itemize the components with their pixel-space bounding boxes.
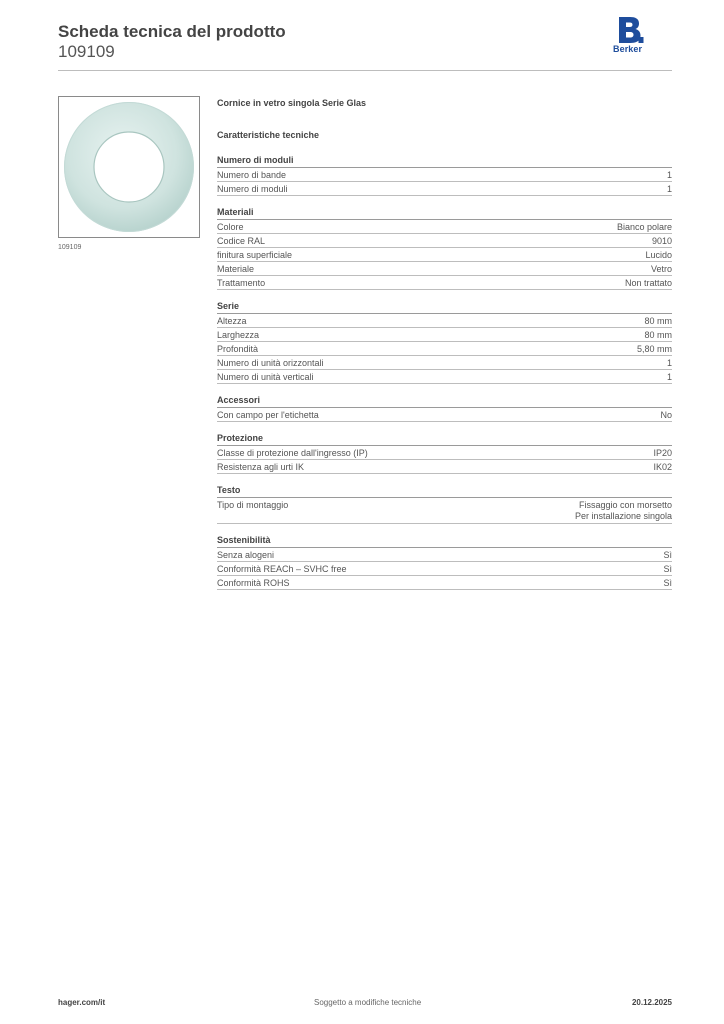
- spec-row: [217, 370, 672, 384]
- spec-label: Larghezza: [217, 330, 260, 340]
- berker-logo: [613, 16, 653, 58]
- spec-value: 1: [666, 184, 672, 194]
- spec-section: [217, 432, 672, 474]
- spec-value: 1: [666, 358, 672, 368]
- spec-label: Numero di moduli: [217, 184, 288, 194]
- spec-value: 1: [666, 170, 672, 180]
- berker-logo-text: Berker: [613, 44, 643, 54]
- spec-row: [217, 342, 672, 356]
- spec-value: 80 mm: [644, 316, 672, 326]
- footer-date: 20.12.2025: [631, 998, 672, 1007]
- spec-value: Non trattato: [624, 278, 672, 288]
- spec-section: [217, 300, 672, 384]
- spec-value: Sì: [663, 550, 672, 560]
- spec-row: [217, 446, 672, 460]
- spec-row: [217, 314, 672, 328]
- spec-row: [217, 548, 672, 562]
- spec-section: [217, 484, 672, 524]
- spec-value: Sì: [663, 578, 672, 588]
- spec-value: 80 mm: [644, 330, 672, 340]
- spec-value: 9010: [651, 236, 672, 246]
- spec-label: Con campo per l'etichetta: [217, 410, 319, 420]
- spec-heading: Caratteristiche tecniche: [217, 130, 320, 140]
- spec-label: Tipo di montaggio: [217, 500, 289, 510]
- page-header: [58, 20, 672, 71]
- spec-section: [217, 206, 672, 290]
- spec-label: Trattamento: [217, 278, 266, 288]
- spec-section: [217, 534, 672, 590]
- spec-value: IK02: [653, 462, 672, 472]
- product-image-caption: 109109: [58, 244, 82, 251]
- section-title: Sostenibilità: [217, 534, 672, 548]
- spec-row: [217, 408, 672, 422]
- spec-row: [217, 576, 672, 590]
- spec-label: Conformità REACh – SVHC free: [217, 564, 347, 574]
- spec-label: Colore: [217, 222, 244, 232]
- footer-disclaimer: Soggetto a modifiche tecniche: [314, 998, 422, 1007]
- spec-row: [217, 460, 672, 474]
- spec-label: Classe di protezione dall'ingresso (IP): [217, 448, 368, 458]
- spec-value: Bianco polare: [616, 222, 672, 232]
- spec-label: Resistenza agli urti IK: [217, 462, 305, 472]
- footer-website: hager.com/it: [58, 998, 106, 1007]
- spec-value: 1: [666, 372, 672, 382]
- spec-row: [217, 276, 672, 290]
- page-title: Scheda tecnica del prodotto: [58, 22, 286, 41]
- glass-ring-frame-icon: [62, 100, 196, 234]
- spec-row: [217, 262, 672, 276]
- spec-label: Codice RAL: [217, 236, 266, 246]
- spec-label: finitura superficiale: [217, 250, 293, 260]
- section-title: Numero di moduli: [217, 154, 672, 168]
- product-code: 109109: [58, 42, 115, 61]
- berker-b-icon: [618, 16, 644, 44]
- section-title: Materiali: [217, 206, 672, 220]
- spec-value: Lucido: [645, 250, 672, 260]
- spec-value: No: [660, 410, 672, 420]
- spec-row: [217, 562, 672, 576]
- spec-row: [217, 182, 672, 196]
- spec-row: [217, 498, 672, 524]
- spec-row: [217, 356, 672, 370]
- product-name: Cornice in vetro singola Serie Glas: [217, 98, 367, 108]
- spec-sections: [217, 154, 672, 590]
- spec-value: Vetro: [650, 264, 672, 274]
- spec-section: [217, 394, 672, 422]
- spec-label: Altezza: [217, 316, 247, 326]
- spec-section: [217, 154, 672, 196]
- spec-value: IP20: [653, 448, 672, 458]
- spec-label: Materiale: [217, 264, 255, 274]
- spec-label: Numero di bande: [217, 170, 287, 180]
- spec-sheet: [217, 96, 672, 600]
- section-title: Protezione: [217, 432, 672, 446]
- spec-row: [217, 248, 672, 262]
- section-title: Serie: [217, 300, 672, 314]
- spec-row: [217, 220, 672, 234]
- spec-row: [217, 234, 672, 248]
- spec-label: Numero di unità orizzontali: [217, 358, 324, 368]
- product-image: [58, 96, 200, 238]
- section-title: Accessori: [217, 394, 672, 408]
- spec-row: [217, 168, 672, 182]
- spec-label: Numero di unità verticali: [217, 372, 314, 382]
- spec-value: 5,80 mm: [636, 344, 672, 354]
- spec-value: Sì: [663, 564, 672, 574]
- spec-value: Fissaggio con morsetto Per installazione singola: [574, 500, 672, 521]
- spec-row: [217, 328, 672, 342]
- spec-label: Profondità: [217, 344, 259, 354]
- spec-label: Conformità ROHS: [217, 578, 290, 588]
- section-title: Testo: [217, 484, 672, 498]
- spec-label: Senza alogeni: [217, 550, 275, 560]
